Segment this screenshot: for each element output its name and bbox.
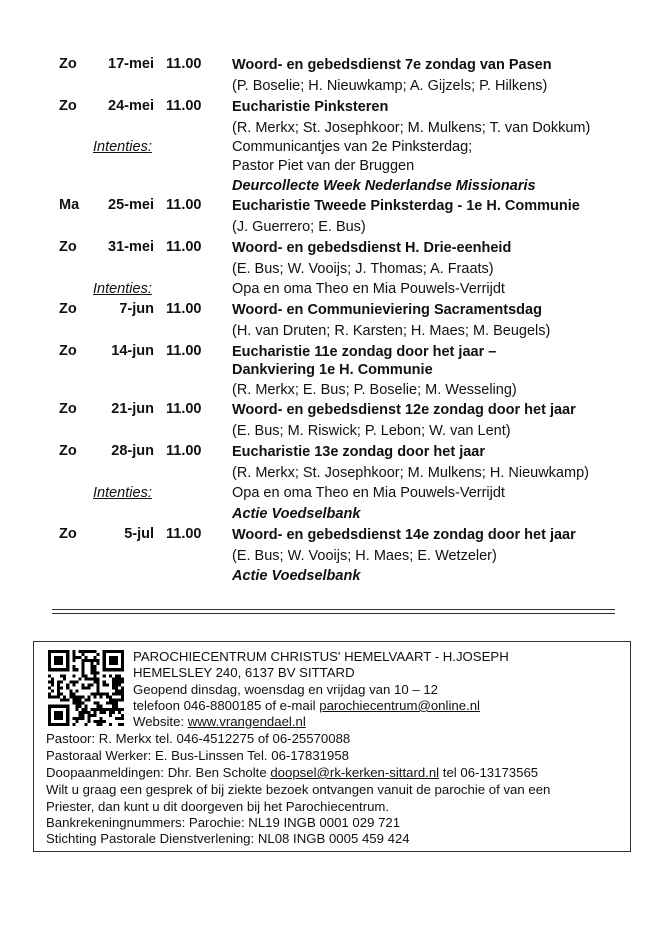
service-day: Zo xyxy=(59,401,77,417)
service-day: Zo xyxy=(59,239,77,255)
service-date: 24-mei xyxy=(108,98,154,114)
service-participants: (H. van Druten; R. Karsten; H. Maes; M. Beugels) xyxy=(232,323,551,339)
service-time: 11.00 xyxy=(166,197,202,213)
service-participants: (E. Bus; M. Riswick; P. Lebon; W. van Lent) xyxy=(232,423,511,439)
service-time: 11.00 xyxy=(166,56,202,72)
opening-hours: Geopend dinsdag, woensdag en vrijdag van 10 – 12 xyxy=(133,682,439,697)
service-time: 11.00 xyxy=(166,343,202,359)
service-title: Eucharistie Tweede Pinksterdag - 1e H. Communie xyxy=(232,198,580,214)
service-title-continued: Dankviering 1e H. Communie xyxy=(232,362,433,378)
parish-address: HEMELSLEY 240, 6137 BV SITTARD xyxy=(133,665,355,680)
intentions-label: Intenties: xyxy=(93,485,152,501)
service-participants: (E. Bus; W. Vooijs; J. Thomas; A. Fraats) xyxy=(232,261,494,277)
bank-account-line: Bankrekeningnummers: Parochie: NL19 INGB 0001 029 721 xyxy=(46,815,401,830)
service-date: 5-jul xyxy=(124,526,154,542)
intention-text: Communicantjes van 2e Pinksterdag; xyxy=(232,139,473,155)
baptism-line xyxy=(46,764,538,782)
service-title: Woord- en gebedsdienst H. Drie-eenheid xyxy=(232,240,512,256)
baptism-email-link[interactable]: doopsel@rk-kerken-sittard.nl xyxy=(270,765,440,780)
service-title: Eucharistie 11e zondag door het jaar – xyxy=(232,344,497,360)
service-participants: (E. Bus; W. Vooijs; H. Maes; E. Wetzeler) xyxy=(232,548,497,564)
visit-info-line: Wilt u graag een gesprek of bij ziekte bezoek ontvangen vanuit de parochie of van een xyxy=(46,782,551,797)
qr-code-icon[interactable] xyxy=(48,650,124,726)
service-time: 11.00 xyxy=(166,526,202,542)
collection-note: Deurcollecte Week Nederlandse Missionaris xyxy=(232,178,536,194)
intentions-label: Intenties: xyxy=(93,139,152,155)
service-day: Zo xyxy=(59,443,77,459)
section-divider xyxy=(52,609,615,610)
service-title: Woord- en gebedsdienst 14e zondag door het jaar xyxy=(232,527,576,543)
intention-text: Pastor Piet van der Bruggen xyxy=(232,158,415,174)
service-participants: (P. Boselie; H. Nieuwkamp; A. Gijzels; P. Hilkens) xyxy=(232,78,548,94)
collection-note: Actie Voedselbank xyxy=(232,568,361,584)
service-title: Woord- en gebedsdienst 12e zondag door het jaar xyxy=(232,402,576,418)
service-time: 11.00 xyxy=(166,401,202,417)
website-link[interactable]: www.vrangendael.nl xyxy=(187,714,306,729)
service-day: Zo xyxy=(59,526,77,542)
service-time: 11.00 xyxy=(166,443,202,459)
email-link[interactable]: parochiecentrum@online.nl xyxy=(319,698,480,713)
parish-name: PAROCHIECENTRUM CHRISTUS' HEMELVAART - H.JOSEPH xyxy=(133,649,509,664)
phone-text: telefoon 046-8800185 of e-mail xyxy=(133,698,320,713)
parish-info-box xyxy=(33,641,631,852)
service-date: 28-jun xyxy=(111,443,154,459)
service-date: 31-mei xyxy=(108,239,154,255)
service-day: Ma xyxy=(59,197,80,213)
service-day: Zo xyxy=(59,98,77,114)
service-title: Woord- en gebedsdienst 7e zondag van Pasen xyxy=(232,57,552,73)
service-day: Zo xyxy=(59,301,77,317)
intention-text: Opa en oma Theo en Mia Pouwels-Verrijdt xyxy=(232,281,505,297)
baptism-text: Doopaanmeldingen: Dhr. Ben Scholte xyxy=(46,765,271,780)
website-line xyxy=(133,713,306,731)
visit-info-line: Priester, dan kunt u dit doorgeven bij het Parochiecentrum. xyxy=(46,799,390,814)
service-day: Zo xyxy=(59,343,77,359)
website-label: Website: xyxy=(133,714,188,729)
service-date: 14-jun xyxy=(111,343,154,359)
service-date: 25-mei xyxy=(108,197,154,213)
section-divider xyxy=(52,613,615,614)
bank-account-line: Stichting Pastorale Dienstverlening: NL08 INGB 0005 459 424 xyxy=(46,831,410,846)
baptism-phone: tel 06-13173565 xyxy=(439,765,539,780)
service-time: 11.00 xyxy=(166,239,202,255)
pastoral-worker-line: Pastoraal Werker: E. Bus-Linssen Tel. 06-17831958 xyxy=(46,748,349,763)
service-participants: (R. Merkx; St. Josephkoor; M. Mulkens; H. Nieuwkamp) xyxy=(232,465,589,481)
service-participants: (R. Merkx; E. Bus; P. Boselie; M. Wesseling) xyxy=(232,382,517,398)
service-day: Zo xyxy=(59,56,77,72)
service-participants: (J. Guerrero; E. Bus) xyxy=(232,219,366,235)
collection-note: Actie Voedselbank xyxy=(232,506,361,522)
service-date: 17-mei xyxy=(108,56,154,72)
service-participants: (R. Merkx; St. Josephkoor; M. Mulkens; T. van Dokkum) xyxy=(232,120,591,136)
service-title: Eucharistie Pinksteren xyxy=(232,99,389,115)
service-date: 21-jun xyxy=(111,401,154,417)
service-time: 11.00 xyxy=(166,301,202,317)
service-title: Woord- en Communieviering Sacramentsdag xyxy=(232,302,542,318)
service-date: 7-jun xyxy=(119,301,154,317)
service-title: Eucharistie 13e zondag door het jaar xyxy=(232,444,486,460)
intention-text: Opa en oma Theo en Mia Pouwels-Verrijdt xyxy=(232,485,505,501)
service-time: 11.00 xyxy=(166,98,202,114)
intentions-label: Intenties: xyxy=(93,281,152,297)
pastor-line: Pastoor: R. Merkx tel. 046-4512275 of 06-25570088 xyxy=(46,731,351,746)
